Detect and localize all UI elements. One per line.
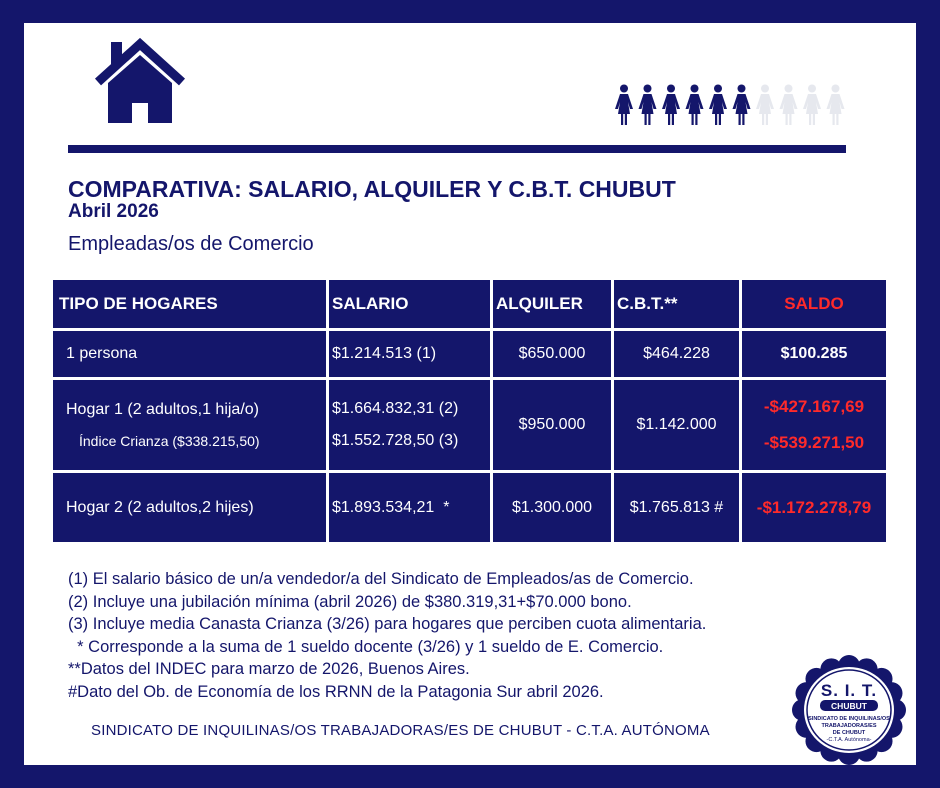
footnote-5: **Datos del INDEC para marzo de 2026, Buenos Aires. xyxy=(68,660,470,678)
header-tipo: TIPO DE HOGARES xyxy=(53,280,326,328)
person-figure-icon xyxy=(709,85,727,126)
seal-line-6: -C.T.A. Autónoma- xyxy=(826,737,872,743)
row3-saldo: -$1.172.278,79 xyxy=(742,473,886,542)
row1-alquiler: $650.000 xyxy=(493,331,611,377)
header-saldo: SALDO xyxy=(742,280,886,328)
row2-saldo-b: -$539.271,50 xyxy=(763,433,865,452)
person-figure-icon xyxy=(639,85,657,126)
row3-salario: $1.893.534,21 * xyxy=(329,473,490,542)
person-figure-icon xyxy=(662,85,680,126)
page-title: COMPARATIVA: SALARIO, ALQUILER Y C.B.T. CHUBUT xyxy=(68,176,676,202)
footnote-6: #Dato del Ob. de Economía de los RRNN de la Patagonia Sur abril 2026. xyxy=(68,682,604,701)
person-figure-icon xyxy=(780,85,798,126)
row2-salario-a: $1.664.832,31 (2) xyxy=(332,400,459,417)
row1-tipo: 1 persona xyxy=(53,331,326,377)
sector-caption: Empleadas/os de Comercio xyxy=(68,233,314,255)
house-icon xyxy=(93,37,187,125)
row1-cbt: $464.228 xyxy=(614,331,739,377)
footnotes xyxy=(68,568,706,703)
footnote-4: * Corresponde a la suma de 1 sueldo docente (3/26) y 1 sueldo de E. Comercio. xyxy=(68,637,664,656)
row2-salario xyxy=(329,380,490,470)
row2-alquiler: $950.000 xyxy=(493,380,611,470)
row2-cbt: $1.142.000 xyxy=(614,380,739,470)
person-figure-icon xyxy=(756,85,774,126)
header-salario: SALARIO xyxy=(329,280,490,328)
divider-rule xyxy=(68,145,846,153)
household-figures-icon xyxy=(613,84,849,126)
header-cbt: C.B.T.** xyxy=(614,280,739,328)
row3-tipo: Hogar 2 (2 adultos,2 hijes) xyxy=(53,473,326,542)
comparison-table xyxy=(53,280,886,542)
person-figure-icon xyxy=(733,85,751,126)
row2-salario-b: $1.552.728,50 (3) xyxy=(332,432,459,449)
seal-line-5: DE CHUBUT xyxy=(832,730,866,736)
person-figure-icon xyxy=(686,85,704,126)
footnote-1: (1) El salario básico de un/a vendedor/a del Sindicato de Empleados/as de Comercio. xyxy=(68,570,694,588)
seal-initials: S. I. T. xyxy=(820,681,878,700)
footnote-3: (3) Incluye media Canasta Crianza (3/26) para hogares que perciben cuota alimentaria. xyxy=(68,615,707,633)
page-subtitle: Abril 2026 xyxy=(68,201,159,222)
row2-tipo-label: Hogar 1 (2 adultos,1 hija/o) xyxy=(66,401,259,418)
seal-line-4: TRABAJADORAS/ES xyxy=(821,723,877,729)
row2-tipo-sublabel: Índice Crianza ($338.215,50) xyxy=(79,433,260,449)
header-alquiler: ALQUILER xyxy=(493,280,611,328)
person-figure-icon xyxy=(803,85,821,126)
row1-saldo: $100.285 xyxy=(742,331,886,377)
row2-saldo-a: -$427.167,69 xyxy=(763,397,865,416)
person-figure-icon xyxy=(615,85,633,126)
row2-saldo xyxy=(742,380,886,470)
row1-salario: $1.214.513 (1) xyxy=(329,331,490,377)
seal-region: CHUBUT xyxy=(831,701,867,711)
row3-alquiler: $1.300.000 xyxy=(493,473,611,542)
sit-seal-logo xyxy=(790,654,908,766)
person-figure-icon xyxy=(827,85,845,126)
organization-footer: SINDICATO DE INQUILINAS/OS TRABAJADORAS/ES DE CHUBUT - C.T.A. AUTÓNOMA xyxy=(91,722,710,739)
footnote-2: (2) Incluye una jubilación mínima (abril 2026) de $380.319,31+$70.000 bono. xyxy=(68,592,632,611)
row3-cbt: $1.765.813 # xyxy=(614,473,739,542)
seal-line-3: SINDICATO DE INQUILINAS/OS xyxy=(808,716,890,722)
row2-tipo xyxy=(53,380,326,470)
